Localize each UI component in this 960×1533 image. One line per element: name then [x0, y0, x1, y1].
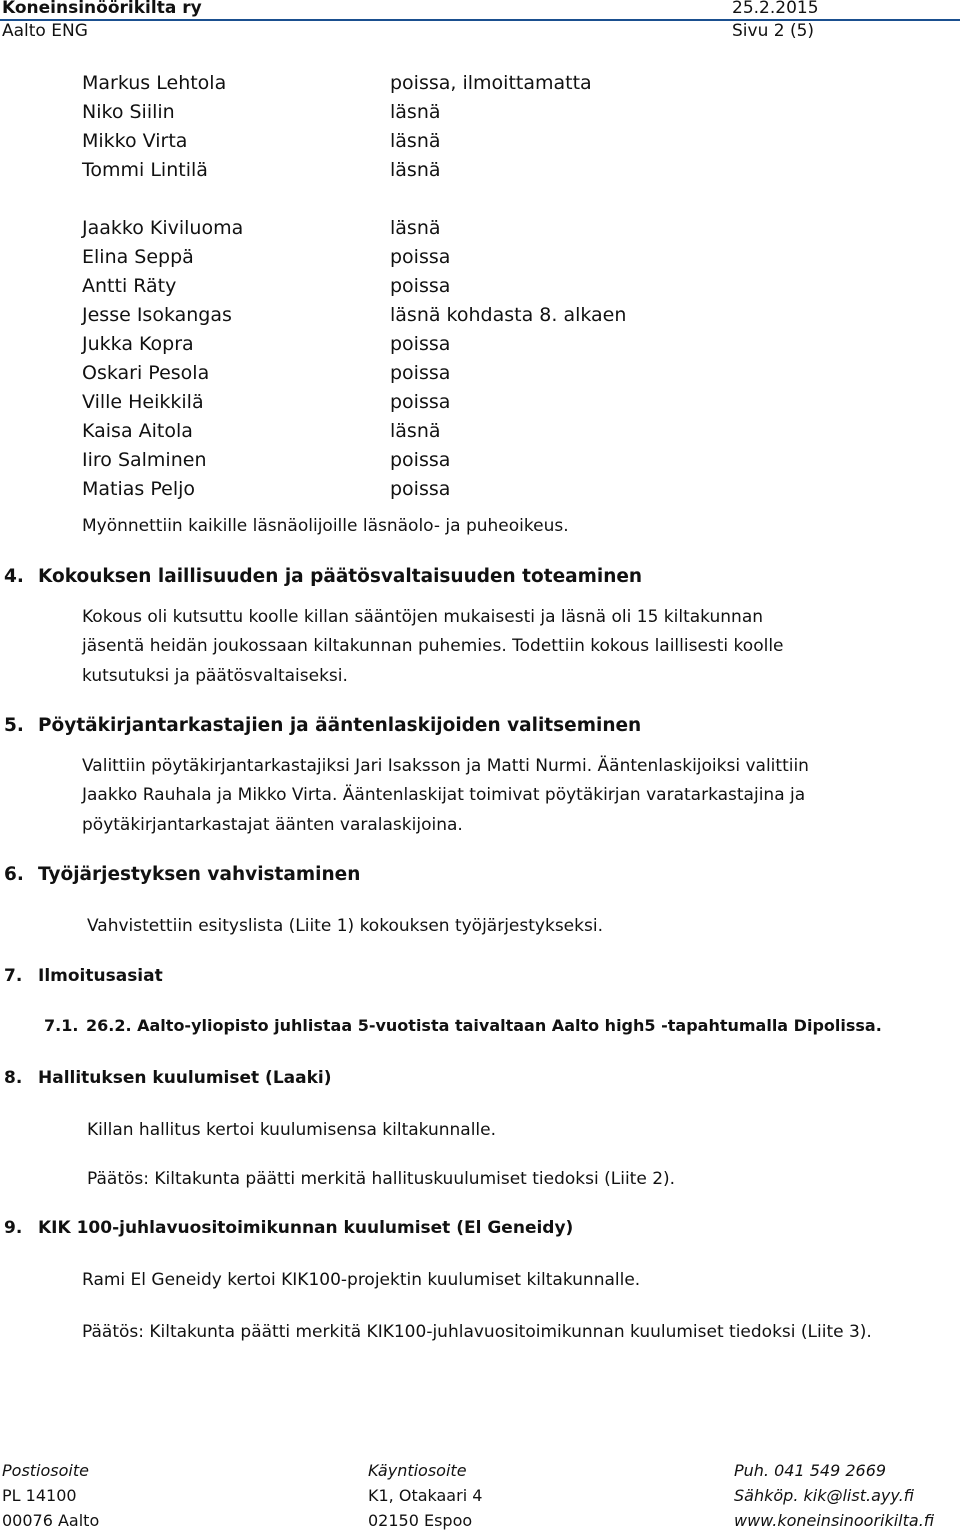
section-7-number: 7. — [4, 966, 23, 986]
attendance-note: Myönnettiin kaikille läsnäolijoille läsnäolo- ja puheoikeus. — [82, 516, 569, 536]
attendee-status: läsnä — [390, 159, 441, 181]
attendee-name: Jesse Isokangas — [82, 304, 232, 326]
section-4-number: 4. — [4, 566, 24, 587]
section-4-line: kutsutuksi ja päätösvaltaiseksi. — [82, 666, 348, 686]
attendee-status: poissa — [390, 449, 451, 471]
section-9-title: KIK 100-juhlavuositoimikunnan kuulumiset (El Geneidy) — [38, 1218, 574, 1238]
footer-email-label: Sähköp. — [734, 1486, 799, 1505]
attendee-status: poissa — [390, 275, 451, 297]
section-6-title: Työjärjestyksen vahvistaminen — [38, 864, 361, 885]
section-5-number: 5. — [4, 715, 24, 736]
section-5-title: Pöytäkirjantarkastajien ja ääntenlaskijoiden valitseminen — [38, 715, 642, 736]
attendee-name: Kaisa Aitola — [82, 420, 193, 442]
attendee-status: poissa — [390, 391, 451, 413]
attendee-name: Markus Lehtola — [82, 72, 227, 94]
attendee-status: läsnä kohdasta 8. alkaen — [390, 304, 627, 326]
section-6-text: Vahvistettiin esityslista (Liite 1) kokouksen työjärjestykseksi. — [87, 916, 603, 936]
section-7-1-text: 26.2. Aalto-yliopisto juhlistaa 5-vuotista taivaltaan Aalto high5 -tapahtumalla Dipolissa. — [86, 1016, 882, 1035]
attendee-name: Mikko Virta — [82, 130, 188, 152]
section-8-decision: Päätös: Kiltakunta päätti merkitä hallituskuulumiset tiedoksi (Liite 2). — [87, 1169, 676, 1189]
section-9-decision: Päätös: Kiltakunta päätti merkitä KIK100-juhlavuositoimikunnan kuulumiset tiedoksi (Liite 3). — [82, 1322, 872, 1342]
attendee-name: Iiro Salminen — [82, 449, 207, 471]
footer-email-link[interactable]: kik@list.ayy.fi — [803, 1486, 914, 1505]
attendee-status: läsnä — [390, 217, 441, 239]
section-9-text: Rami El Geneidy kertoi KIK100-projektin kuulumiset kiltakunnalle. — [82, 1270, 641, 1290]
attendee-name: Tommi Lintilä — [82, 159, 208, 181]
document-date: 25.2.2015 — [732, 0, 819, 18]
attendee-status: poissa — [390, 246, 451, 268]
org-name: Koneinsinöörikilta ry — [2, 0, 202, 18]
attendee-name: Ville Heikkilä — [82, 391, 204, 413]
section-5-line: Jaakko Rauhala ja Mikko Virta. Ääntenlaskijat toimivat pöytäkirjan varatarkastajina ja — [82, 785, 806, 805]
footer-visit-line2: 02150 Espoo — [368, 1511, 473, 1530]
section-8-text: Killan hallitus kertoi kuulumisensa kiltakunnalle. — [87, 1120, 497, 1140]
attendee-status: poissa, ilmoittamatta — [390, 72, 592, 94]
attendee-name: Niko Siilin — [82, 101, 175, 123]
section-9-number: 9. — [4, 1218, 23, 1238]
school-name: Aalto ENG — [2, 21, 88, 41]
section-5-line: pöytäkirjantarkastajat äänten varalaskijoina. — [82, 815, 463, 835]
section-7-1-number: 7.1. — [44, 1016, 79, 1035]
footer-visit-line1: K1, Otakaari 4 — [368, 1486, 483, 1505]
page-number: Sivu 2 (5) — [732, 21, 815, 41]
section-4-line: jäsentä heidän joukossaan kiltakunnan puhemies. Todettiin kokous laillisesti koolle — [82, 636, 784, 656]
section-4-title: Kokouksen laillisuuden ja päätösvaltaisuuden toteaminen — [38, 566, 643, 587]
attendee-status: läsnä — [390, 130, 441, 152]
attendee-name: Jukka Kopra — [82, 333, 194, 355]
section-6-number: 6. — [4, 864, 24, 885]
footer-visit — [368, 1458, 482, 1533]
attendee-status: läsnä — [390, 101, 441, 123]
attendee-name: Matias Peljo — [82, 478, 195, 500]
section-7-title: Ilmoitusasiat — [38, 966, 163, 986]
section-8-title: Hallituksen kuulumiset (Laaki) — [38, 1068, 332, 1088]
attendee-status: poissa — [390, 333, 451, 355]
section-5-line: Valittiin pöytäkirjantarkastajiksi Jari Isaksson ja Matti Nurmi. Ääntenlaskijoiksi valittiin — [82, 756, 809, 776]
section-4-line: Kokous oli kutsuttu koolle killan sääntöjen mukaisesti ja läsnä oli 15 kiltakunnan — [82, 607, 764, 627]
footer-contact — [734, 1458, 934, 1533]
attendee-name: Elina Seppä — [82, 246, 194, 268]
attendee-status: poissa — [390, 362, 451, 384]
attendee-status: poissa — [390, 478, 451, 500]
attendee-name: Antti Räty — [82, 275, 177, 297]
footer-postal — [2, 1458, 99, 1533]
footer-website-link[interactable]: www.koneinsinoorikilta.fi — [734, 1511, 935, 1530]
footer-postal-label: Postiosoite — [2, 1461, 89, 1480]
footer-visit-label: Käyntiosoite — [368, 1461, 467, 1480]
attendee-name: Jaakko Kiviluoma — [82, 217, 244, 239]
footer-phone: Puh. 041 549 2669 — [734, 1461, 887, 1480]
attendee-status: läsnä — [390, 420, 441, 442]
header-rule — [0, 19, 960, 21]
attendee-name: Oskari Pesola — [82, 362, 210, 384]
section-8-number: 8. — [4, 1068, 23, 1088]
footer-postal-line2: 00076 Aalto — [2, 1511, 100, 1530]
footer-postal-line1: PL 14100 — [2, 1486, 77, 1505]
